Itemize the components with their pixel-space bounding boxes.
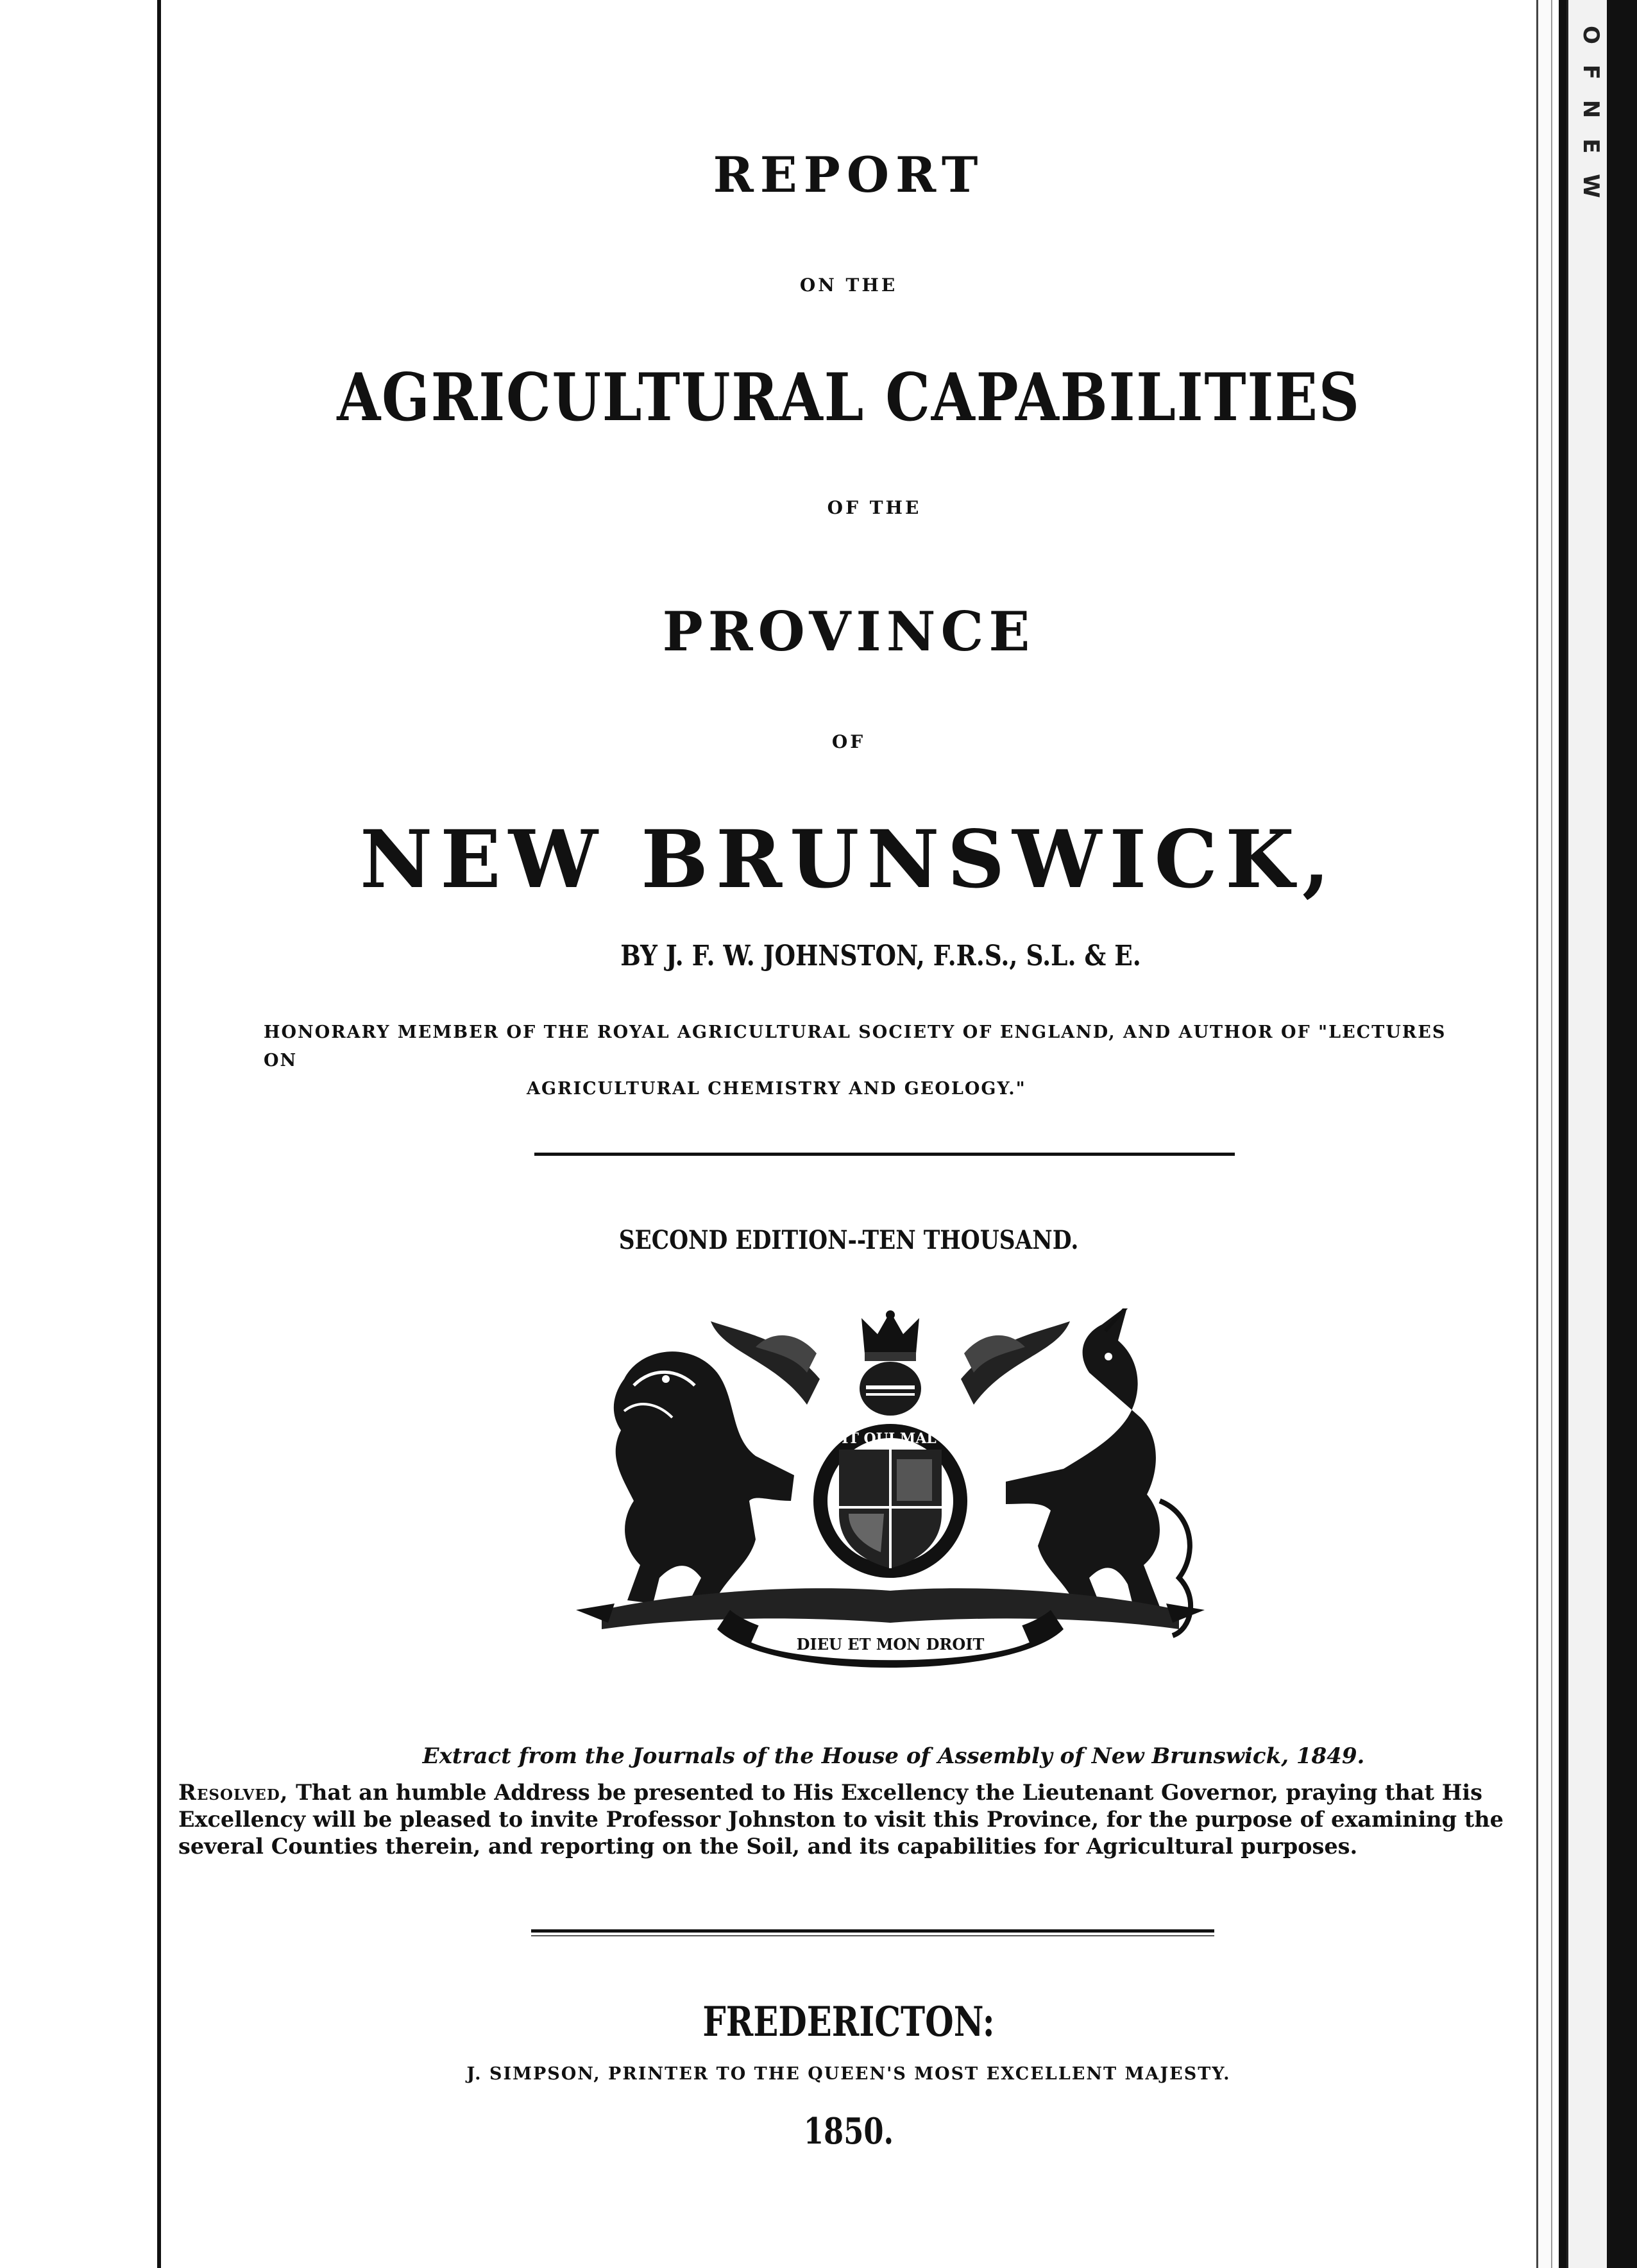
royal-coat-of-arms-icon	[563, 1308, 1217, 1680]
extract-heading: Extract from the Journals of the House of Assembly of New Brunswick, 1849.	[422, 1743, 1365, 1769]
edition-statement: SECOND EDITION--TEN THOUSAND.	[618, 1225, 1079, 1255]
resolved-label: Resolved,	[178, 1780, 289, 1805]
divider-rule-double	[531, 1929, 1214, 1936]
resolution-paragraph	[178, 1779, 1532, 1860]
author-credentials	[264, 1019, 1463, 1103]
title-page	[162, 0, 1535, 2268]
author-byline: BY J. F. W. JOHNSTON, F.R.S., S.L. & E.	[620, 940, 1141, 972]
place-heading: NEW BRUNSWICK,	[359, 813, 1338, 906]
adjacent-page-edge-text: O F N E W	[1578, 26, 1604, 205]
scan-left-margin	[0, 0, 161, 2268]
imprint-year: 1850.	[803, 2110, 894, 2153]
credentials-line-2: AGRICULTURAL CHEMISTRY AND GEOLOGY."	[527, 1079, 1026, 1099]
subject-heading: AGRICULTURAL CAPABILITIES	[337, 359, 1361, 436]
scroll-motto: DIEU ET MON DROIT	[796, 1635, 985, 1654]
svg-text:HONI SOIT QUI MAL Y PENSE	[769, 1430, 1012, 1447]
imprint-printer: J. SIMPSON, PRINTER TO THE QUEEN'S MOST EXCELLENT MAJESTY.	[466, 2064, 1231, 2084]
garter-motto: HONI SOIT QUI MAL Y PENSE	[769, 1430, 1012, 1447]
province-heading: PROVINCE	[662, 600, 1035, 663]
of-text: OF	[831, 731, 866, 752]
svg-text:DIEU ET MON DROIT	[797, 1635, 985, 1654]
resolved-text: That an humble Address be presented to His Excellency the Lieutenant Governor, praying that His Excellency will be pleased to invite Professor Johnston to visit this Province, for the purpose of examining the several Counties therein, and reporting on the Soil, and its capabilities for Agricultural purposes.	[178, 1780, 1504, 1859]
imprint-place: FREDERICTON:	[702, 1998, 995, 2046]
report-heading: REPORT	[713, 146, 985, 203]
on-the-text: ON THE	[799, 275, 898, 296]
page-edge	[1536, 0, 1552, 2268]
of-the-text: OF THE	[827, 497, 922, 518]
divider-rule	[534, 1153, 1235, 1156]
credentials-line-1: HONORARY MEMBER OF THE ROYAL AGRICULTURAL SOCIETY OF ENGLAND, AND AUTHOR OF "LECTURES ON	[264, 1022, 1446, 1071]
